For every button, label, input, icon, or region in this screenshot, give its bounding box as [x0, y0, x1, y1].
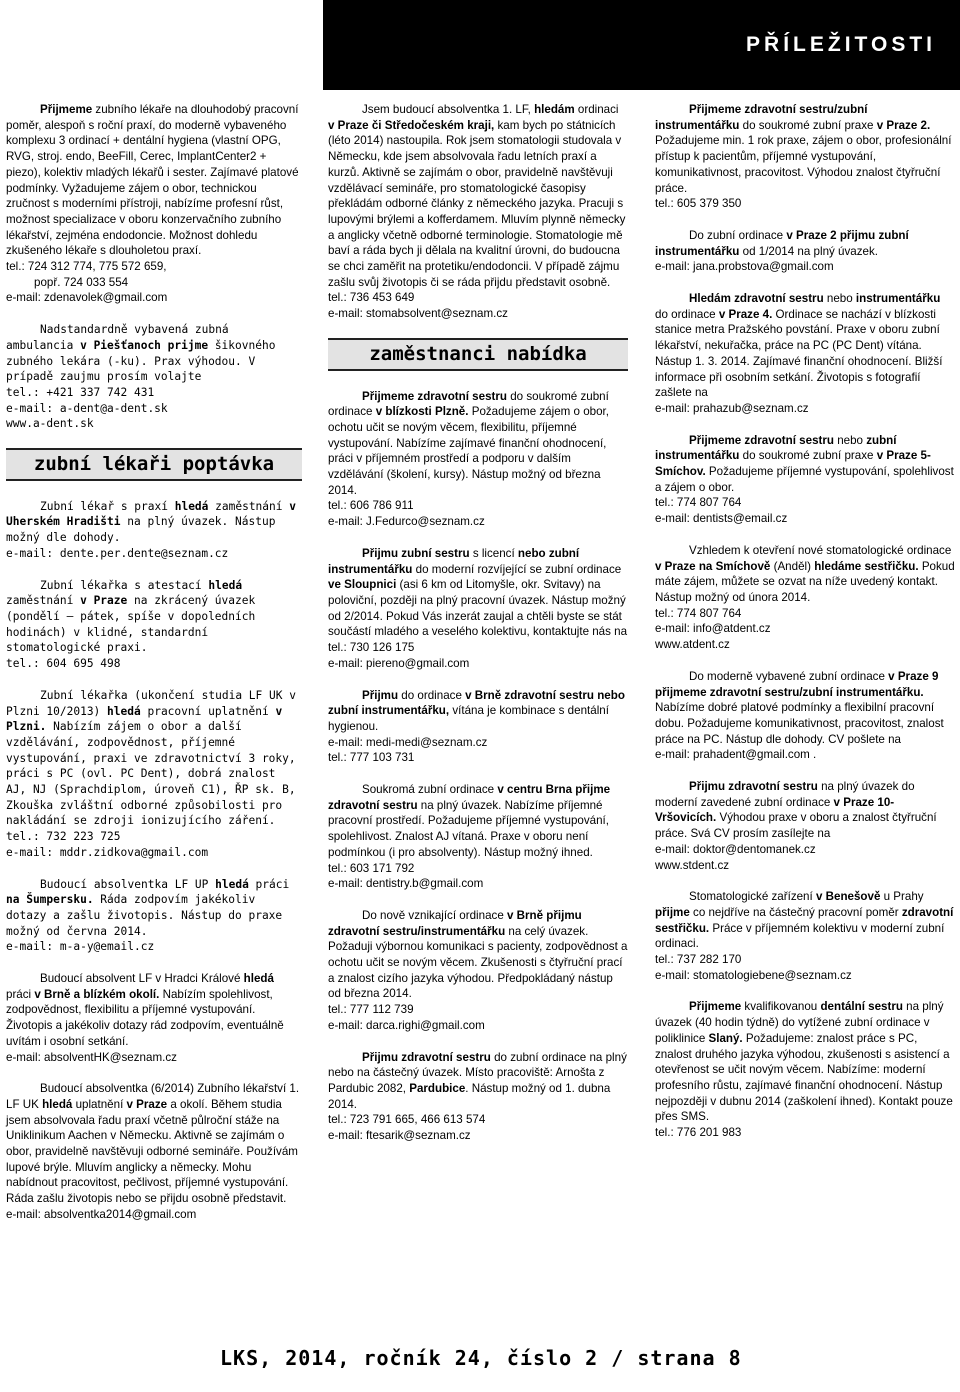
- ad-bold: v Praze 10-Vršovicích.: [655, 795, 895, 825]
- ad-phone: tel.: 730 126 175: [328, 641, 415, 655]
- ad-text: na plný úvazek. Nástup možný dle dohody.: [6, 515, 276, 545]
- ad-phone: tel.: 605 379 350: [655, 197, 742, 211]
- ad-bold: Přijmeme zdravotní sestru: [689, 433, 834, 447]
- ad-text: Budoucí absolventka (6/2014) Zubního lékařství 1. LF UK: [6, 1082, 300, 1111]
- ad-phone: tel.: 723 791 665, 466 613 574: [328, 1113, 486, 1127]
- ad-email: e-mail: stomatologiebene@seznam.cz: [655, 968, 852, 982]
- listing-ad: [655, 669, 955, 763]
- ad-text: do moderní rozvíjející se zubní ordinace: [412, 562, 622, 576]
- ad-text: do soukromé zubní praxe: [739, 118, 877, 132]
- ad-bold: v Brně a blízkém okolí.: [34, 987, 160, 1001]
- ad-phone: tel.: +421 337 742 431: [6, 385, 155, 399]
- ad-text: zaměstnání: [6, 594, 81, 608]
- listing-ad: [328, 102, 628, 322]
- ad-bold: Slaný.: [708, 1031, 743, 1045]
- ad-bold: nebo zubní instrumentářku: [328, 546, 580, 576]
- ad-text: do ordinace: [398, 688, 466, 702]
- ad-lead-bold: Přijmeme: [40, 103, 93, 116]
- ad-text: Požadujeme zájem o obor, ochotu učit se novým věcem, flexibilitu, příjemné vystupování. Nabízíme zajímavé finanční ohodnocení, práci v příjemném prostředí a podporu v dalším vzdělávání (školení, kursy). Nástup možný od března 2014.: [328, 405, 609, 497]
- ad-text: Práce v příjemném kolektivu v moderní zubní ordinaci.: [655, 921, 945, 951]
- ad-bold: v Brně přijmu zdravotní sestru/instrumentářku: [328, 908, 582, 938]
- ad-bold: v Praze: [126, 1097, 168, 1111]
- ad-email: e-mail: m-a-y@email.cz: [6, 940, 155, 954]
- ad-phone: tel.: 777 112 739: [328, 1003, 414, 1017]
- listing-ad: [655, 999, 955, 1140]
- ad-email: e-mail: stomabsolvent@seznam.cz: [328, 307, 508, 321]
- ad-text: Do moderně vybavené zubní ordinace: [689, 669, 889, 683]
- ad-text: Výhodou praxe v oboru a znalost čtyřruční práce. Svá CV prosím zasílejte na: [655, 811, 937, 841]
- ad-bold: hledá: [243, 972, 274, 986]
- ad-text: Vzhledem k otevření nové stomatologické ordinace: [689, 543, 952, 557]
- listing-ad: [6, 102, 302, 306]
- ad-email: e-mail: darca.righi@gmail.com: [328, 1018, 485, 1032]
- column-1: [6, 102, 302, 1239]
- ad-text: s licencí: [469, 546, 518, 560]
- ad-phone: tel.: 774 807 764: [655, 496, 742, 510]
- listing-ad: [6, 499, 302, 562]
- listing-ad: [328, 389, 628, 530]
- ad-bold: hledá: [107, 704, 141, 718]
- ad-bold: zdravotní sestřičku.: [655, 905, 954, 935]
- ad-text: na plný úvazek do moderní zavedené zubní ordinace: [655, 780, 915, 809]
- ad-bold: Pardubice: [409, 1081, 466, 1095]
- ad-text: Nadstandardně vybavená zubná ambulancia: [6, 323, 229, 352]
- ad-bold: Hledám zdravotní sestru: [689, 292, 824, 306]
- listing-ad: [6, 578, 302, 672]
- ad-bold: Přijmu zdravotní sestru: [362, 1050, 491, 1064]
- ad-bold: v Uherském Hradišti: [6, 499, 296, 529]
- ad-bold: hledám: [534, 103, 575, 116]
- ad-bold: hledá: [174, 499, 209, 513]
- ad-bold: v Praze na Smíchově: [655, 559, 771, 573]
- listing-ad: [6, 971, 302, 1065]
- ad-text: Požadujeme: znalost práce s PC, znalost druhého jazyka výhodou, zkušenosti s asistencí a otevřenost se učit novým věcem. Nabízíme: moderní profesního růstu, zajímavé finanční ohodnocení. Nástup nejpozději v dubnu 2014 (zaškolení ihned). Kontakt pouze přes SMS.: [655, 1031, 953, 1124]
- ad-text: Do nově vznikající ordinace: [362, 908, 507, 922]
- ad-bold: hledá: [215, 877, 249, 891]
- section-heading-text: zubní lékaři poptávka: [33, 453, 275, 476]
- section-heading-text: zaměstnanci nabídka: [369, 342, 587, 365]
- ad-text: co nejdříve na částečný pracovní poměr: [689, 905, 902, 919]
- column-3: [655, 102, 955, 1157]
- ad-bold: v Praze či Středočeském kraji,: [328, 118, 495, 132]
- ad-text: uplatnění: [72, 1097, 127, 1111]
- listing-ad: [328, 688, 628, 767]
- ad-bold: přijme: [655, 905, 690, 919]
- ad-text: práci: [248, 877, 290, 891]
- section-heading-nabidka: [328, 338, 628, 371]
- ad-text: nebo: [823, 292, 856, 306]
- ad-bold: Přijmu: [362, 688, 399, 702]
- ad-email: e-mail: prahadent@gmail.com .: [655, 748, 817, 762]
- ad-email: e-mail: prahazub@seznam.cz: [655, 401, 809, 415]
- ad-text: kvalifikovanou: [741, 1000, 821, 1014]
- ad-text: kam bych po státnicích (léto 2014) nastoupila. Rok jsem stomatologii studovala v Německu, kde jsem absolvovala řadu letních praxí a kurzů. Aktivně se zajímám o obor, pravidelně navštěvuji vzdělávací semináře, pro stomatologické časopisy překládám odborné články z německého jazyka. Pracuji s lupovými brýlemi a kofferdamem. Mluvím plynně německy a anglicky včetně odborné terminologie. Stomatologie mě baví a ráda bych ji dělala na kvalitní úrovni, do budoucna se chci zaměřit na protetiku/endodoncii. V případě zájmu zašlu svůj životopis či se ráda přijdu představit osobně.: [328, 118, 626, 289]
- ad-text: na celý úvazek. Požaduji výbornou komunikaci s pacienty, zodpovědnost a ochotu učit se novým věcem. Zkušenosti s čtyřruční prací a znalost cizího jazyka výhodou. Předpokládaný nástup od března 2014.: [328, 924, 628, 1001]
- ad-bold: v blízkosti Plzně.: [375, 405, 469, 419]
- ad-bold: zubní instrumentářku: [655, 433, 897, 463]
- page-header-bar: [323, 0, 960, 90]
- ad-text: zaměstnání: [208, 499, 290, 513]
- ad-bold: v Piešťanoch prijme: [80, 338, 209, 352]
- ad-email: e-mail: dentists@email.cz: [655, 512, 788, 526]
- ad-text: Požadujeme příjemné vystupování, spolehlivost a zájem o obor.: [655, 465, 954, 494]
- ad-phone: tel.: 604 695 498: [6, 657, 121, 671]
- page-footer: LKS, 2014, ročník 24, číslo 2 / strana 8: [220, 1346, 742, 1370]
- ad-email: e-mail: absolventHK@seznam.cz: [6, 1050, 177, 1064]
- listing-ad: [655, 779, 955, 873]
- ad-bold: v Praze 2 přijmu zubní instrumentářku: [655, 228, 909, 258]
- ad-bold: instrumentářku: [855, 292, 941, 306]
- ad-email: e-mail: mddr.zidkova@gmail.com: [6, 845, 209, 859]
- ad-text: zubního lékaře na dlouhodobý pracovní poměr, alespoň s roční praxí, do moderně vybaveného komplexu 3 ordinací + dentální hygiena (vlastní OPG, RVG, stroj. endo, BeeFill, Cerec, ImplantCenter2 + piezo), kolektiv mladých lékařů i sester. Zajímavé platové podmínky. Vyžadujeme zájem o obor, technickou zručnost s moderními přístroji, nabízíme profesní růst, možnost specializace v oboru konzervačního zubního lékařství, zejména endodoncie. Možnost dohledu zkušeného lékaře s dlouholetou praxí.: [6, 103, 299, 258]
- ad-email: e-mail: dentistry.b@gmail.com: [328, 877, 484, 891]
- ad-bold: v Praze 2.: [876, 118, 931, 132]
- ad-text: do soukromé zubní praxe: [739, 449, 877, 463]
- ad-bold: hledáme sestřičku.: [814, 559, 919, 573]
- listing-ad: [6, 1081, 302, 1222]
- ad-bold: Přijmu zubní sestru: [362, 546, 470, 560]
- ad-bold: v centru Brna přijme zdravotní sestru: [328, 783, 611, 812]
- listing-ad: [328, 1050, 628, 1144]
- ad-text: u Prahy: [880, 890, 924, 904]
- ad-text: Soukromá zubní ordinace: [362, 783, 498, 797]
- ad-bold: Přijmeme: [689, 1000, 742, 1014]
- ad-text: Budoucí absolventka LF UP: [40, 877, 216, 891]
- ad-text: Zubní lékařka (ukončení studia LF UK v Plzni 10/2013): [6, 688, 296, 718]
- ad-text: šikovného zubného lekára (-ku). Prax výhodou. V prípadě zaujmu prosím volajte: [6, 338, 276, 384]
- ad-text: na zkrácený úvazek (pondělí – pátek, spíše v dopoledních hodinách) v klidné, standardní stomatologické praxi.: [6, 594, 256, 655]
- ad-bold: Přijmeme zdravotní sestru/zubní instrumentářku: [655, 103, 868, 132]
- ad-text: Zubní lékař s praxí: [40, 499, 175, 513]
- ad-text: pracovní uplatnění: [140, 704, 276, 718]
- ad-text: Zubní lékařka s atestací: [40, 578, 209, 592]
- ad-bold: hledá: [208, 578, 243, 592]
- ad-text: vítána je kombinace s dentální hygienou.: [328, 704, 609, 733]
- ad-text: Nabízíme dobré platové podmínky a flexibilní pracovní dobu. Požadujeme komunikativnost, pracovitost, znalost práce na PC. Nástup dle dohody. CV pošlete na: [655, 701, 944, 746]
- ad-email: e-mail: zdenavolek@gmail.com: [6, 291, 168, 305]
- column-2: [328, 102, 628, 1160]
- ad-text: a okolí. Během studia jsem absolvovala řadu praxí včetně půlroční stáže na Uniklinikum Aachen v Německu. Aktivně se zajímám o obor, pravidelně navštěvuji odborné semináře. Používám lupové brýle. Mluvím anglicky a německy. Mohu nabídnout pracovitost, pečlivost, příjemné vystupování. Ráda zašlu životopis nebo se přijdu osobně představit.: [6, 1097, 298, 1206]
- ad-phone: tel.: 736 453 649: [328, 291, 415, 305]
- ad-bold: v Brně zdravotní sestru nebo zubní instrumentářku,: [328, 688, 625, 718]
- ad-bold: hledá: [42, 1097, 73, 1111]
- ad-text: do zubní ordinace na plný nebo na částečný úvazek. Místo pracoviště: Arnošta z Pardubic 2082,: [328, 1050, 627, 1095]
- ad-phone: tel.: 737 282 170: [655, 953, 742, 967]
- ad-bold: v Plzni.: [6, 704, 283, 734]
- ad-text: Ráda zodpovím jakékoliv dotazy a zašlu životopis. Nástup do praxe možný od června 2014.: [6, 893, 283, 938]
- ad-phone: tel.: 724 312 774, 775 572 659,: [6, 260, 167, 274]
- listing-ad: [6, 322, 302, 432]
- ad-phone: tel.: 732 223 725: [6, 830, 121, 844]
- ad-text: na plný úvazek. Nabízíme příjemné pracovní prostředí. Požadujeme příjemné vystupování, spolehlivost. Znalost AJ vítaná. Praxe v oboru není podmínkou (i pro absolventy). Nástup možný ihned.: [328, 798, 609, 859]
- ad-bold: v Praze 5-Smíchov.: [655, 449, 931, 479]
- ad-bold: Přijmeme zdravotní sestru: [362, 389, 507, 403]
- ad-bold: v Praze 9 přijmeme zdravotní sestru/zubní instrumentářku.: [655, 669, 939, 699]
- ad-text: od 1/2014 na plný úvazek.: [739, 244, 878, 258]
- ad-text: na plný úvazek (40 hodin týdně) do vytížené zubní ordinace v poliklinice: [655, 1000, 944, 1045]
- ad-text: (asi 6 km od Litomyšle, okr. Svitavy) na poloviční, později na plný pracovní úvazek. Nástup možný od 2/2014. Pokud Vás inzerát zaujal a chtěli byste se stát součástí mladého a veselého kolektivu, kontaktujte nás na: [328, 578, 628, 639]
- ad-bold: dentální sestru: [820, 1000, 903, 1014]
- ad-text: Požadujeme min. 1 rok praxe, zájem o obor, profesionální přístup k pacientům, příjemné vystupování, komunikativnost, pracovitost. Výhodou znalost čtyřruční práce.: [655, 134, 952, 195]
- ad-website: www.stdent.cz: [655, 858, 730, 872]
- listing-ad: [6, 688, 302, 861]
- listing-ad: [655, 228, 955, 275]
- ad-phone: tel.: 774 807 764: [655, 606, 742, 620]
- listing-ad: [328, 908, 628, 1034]
- ad-text: Budoucí absolvent LF v Hradci Králové: [40, 972, 244, 986]
- ad-text: do soukromé zubní ordinace: [328, 389, 609, 419]
- ad-website: www.atdent.cz: [655, 638, 730, 652]
- ad-phone-alt: popř. 724 033 554: [34, 275, 129, 289]
- ad-text: do ordinace: [655, 307, 719, 321]
- listing-ad: [655, 433, 955, 527]
- ad-phone: tel.: 776 201 983: [655, 1126, 742, 1140]
- ad-bold: na Šumpersku.: [6, 893, 94, 907]
- ad-text: Jsem budoucí absolventka 1. LF,: [362, 103, 535, 116]
- ad-bold: Přijmu zdravotní sestru: [689, 780, 818, 794]
- ad-email: e-mail: a-dent@a-dent.sk: [6, 401, 168, 415]
- ad-text: ordinaci: [574, 103, 619, 116]
- section-heading-poptavka: [6, 448, 302, 481]
- ad-email: e-mail: J.Fedurco@seznam.cz: [328, 515, 485, 529]
- ad-text: nebo: [833, 433, 867, 447]
- ad-text: . Nástup možný od 1. dubna 2014.: [328, 1081, 611, 1111]
- listing-ad: [328, 546, 628, 672]
- ad-phone: tel.: 777 103 731: [328, 751, 415, 765]
- ad-email: e-mail: absolventka2014@gmail.com: [6, 1207, 197, 1221]
- ad-bold: v Benešově: [815, 890, 881, 904]
- ad-text: Nabízím spolehlivost, zodpovědnost, flexibilitu a příjemné vystupování. Životopis a jakékoliv dotazy rád zodpovím, eventuálně uvítám i osobní setkání.: [6, 987, 284, 1048]
- ad-email: e-mail: dente.per.dente@seznam.cz: [6, 546, 229, 560]
- ad-bold: v Praze: [80, 594, 128, 608]
- ad-email: e-mail: piereno@gmail.com: [328, 656, 470, 670]
- ad-text: Do zubní ordinace: [689, 228, 787, 242]
- ad-text: Ordinace se nachází v blízkosti stanice metra Pražského povstání. Praxe v oboru zubní lékařství, nekuřačka, práce na PC (PC Dent) vítána. Nástup 1. 3. 2014. Zajímavé finanční ohodnocení. Bližší informace při osobním setkání. Životopis s fotografií zašlete na: [655, 307, 943, 400]
- listing-ad: [655, 543, 955, 653]
- ad-email: e-mail: ftesarik@seznam.cz: [328, 1129, 471, 1143]
- ad-email: e-mail: doktor@dentomanek.cz: [655, 842, 816, 856]
- ad-bold: v Praze 4.: [718, 307, 773, 321]
- ad-phone: tel.: 606 786 911: [328, 499, 414, 513]
- ad-text: Nabízím zájem o obor a další vzdělávání, zodpovědnost, příjemné vystupování, praxi ve zdravotnictví 3 roky, práci s PC (ovl. PC Dent), dobrá znalost AJ, NJ (Sprachdiplom, úroveň C1), ŘP sk. B, Zkouška zvláštní odborné způsobilosti pro nakládání se zdroji ionizujícího záření.: [6, 720, 296, 828]
- listing-ad: [655, 889, 955, 983]
- ad-text: (Anděl): [770, 559, 815, 573]
- ad-bold: ve Sloupnici: [328, 578, 397, 592]
- ad-website: www.a-dent.sk: [6, 417, 94, 431]
- ad-email: e-mail: info@atdent.cz: [655, 622, 771, 636]
- ad-text: práci: [6, 987, 35, 1001]
- listing-ad: [328, 782, 628, 892]
- page-title: PŘÍLEŽITOSTI: [746, 33, 936, 56]
- ad-email: e-mail: jana.probstova@gmail.com: [655, 260, 834, 274]
- ad-phone: tel.: 603 171 792: [328, 861, 415, 875]
- ad-text: Pokud máte zájem, můžete se ozvat na níže uvedený kontakt. Nástup možný od února 2014.: [655, 559, 955, 604]
- ad-text: Stomatologické zařízení: [689, 890, 816, 904]
- listing-ad: [655, 102, 955, 212]
- listing-ad: [655, 291, 955, 417]
- listing-ad: [6, 877, 302, 956]
- ad-email: e-mail: medi-medi@seznam.cz: [328, 735, 488, 749]
